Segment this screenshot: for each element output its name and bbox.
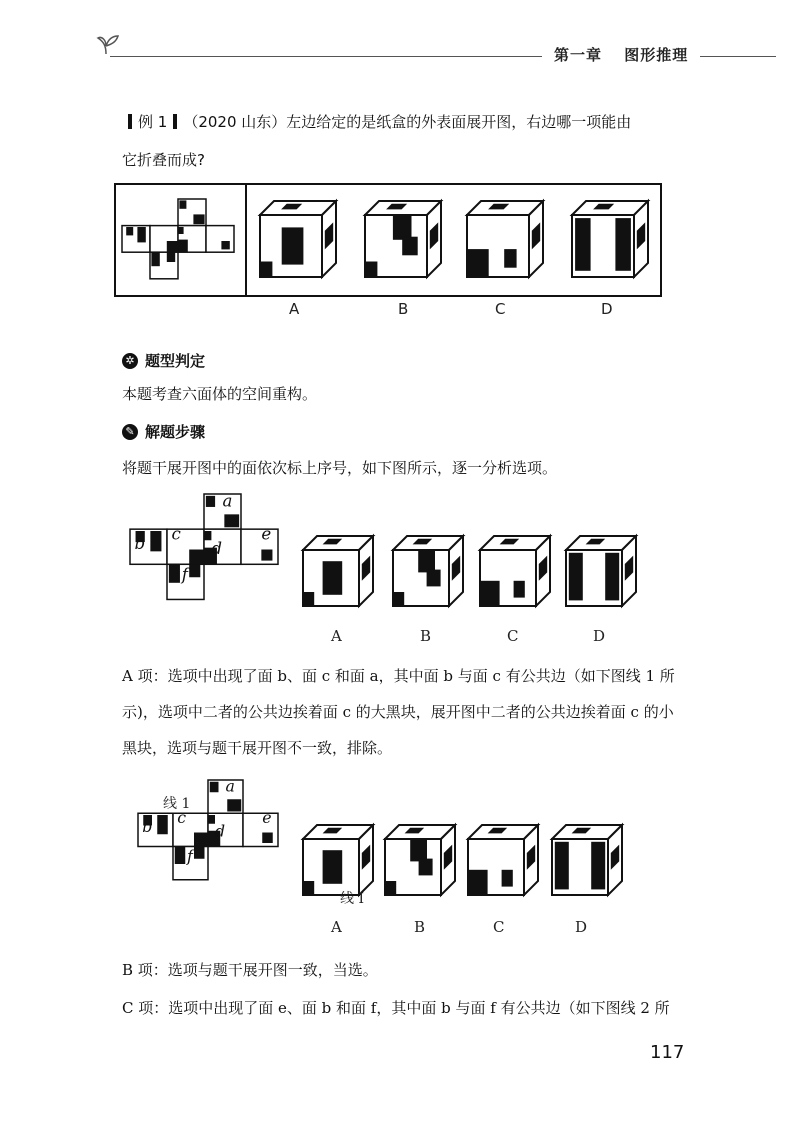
section-steps-text	[122, 450, 692, 486]
option-label-c-1: C	[495, 300, 506, 318]
example-line1: 左边给定的是纸盒的外表面展开图，右边哪一项能由	[286, 113, 632, 131]
analysis-b-text: B 项：选项与题干展开图一致，当选。	[122, 961, 378, 979]
section-steps-heading	[122, 421, 205, 442]
cube-black-block	[555, 842, 569, 890]
cube-black-block	[260, 262, 272, 278]
section-type-text	[122, 376, 692, 412]
net-black-block	[189, 564, 200, 577]
net-black-block	[261, 550, 272, 561]
cube-option-A	[303, 536, 373, 606]
net-label-d: d	[211, 538, 223, 558]
cube-black-block	[323, 561, 343, 595]
option-label-b-3: B	[414, 918, 426, 936]
cube-black-block	[591, 842, 605, 890]
bracket-right	[173, 114, 177, 129]
example-label: 例 1	[138, 113, 168, 131]
annotated-net-figure	[138, 776, 678, 900]
cube-black-block	[569, 553, 583, 601]
net-black-block	[175, 847, 186, 865]
cube-option-A	[260, 201, 336, 277]
option-label-d-2: D	[593, 627, 606, 645]
cube-black-block	[323, 850, 343, 884]
cube-black-block	[393, 215, 412, 240]
option-label-d-3: D	[575, 918, 588, 936]
net-black-block	[179, 200, 186, 208]
analysis-a-line2: 示)，选项中二者的公共边挨着面 c 的大黑块，展开图中二者的公共边挨着面 c 的小	[122, 703, 674, 721]
option-label-b-2: B	[420, 627, 432, 645]
net-label-a: a	[222, 491, 233, 511]
question-figure	[114, 183, 662, 299]
cube-black-block	[514, 581, 525, 598]
cube-option-B	[365, 201, 441, 277]
cube-black-block	[303, 592, 314, 606]
cube-option-C	[467, 201, 543, 277]
net-black-block	[227, 799, 241, 811]
cube-option-D	[572, 201, 648, 277]
net-black-block	[194, 833, 208, 847]
section-type-text-content: 本题考查六面体的空间重构。	[122, 385, 318, 403]
cube-option-D	[566, 536, 636, 606]
net-black-block	[169, 564, 180, 583]
option-label-a-1: A	[289, 300, 300, 318]
net-black-block	[262, 833, 273, 844]
cube-black-block	[605, 553, 619, 601]
section-type-heading	[122, 350, 205, 371]
net-black-block	[189, 550, 204, 565]
net-label-c: c	[177, 808, 187, 828]
cube-black-block	[575, 218, 591, 271]
analysis-a	[122, 658, 702, 766]
line-1-bottom-label: 线 I	[340, 891, 364, 907]
cube-black-block	[480, 581, 500, 606]
cube-option-C	[468, 825, 538, 895]
option-label-c-2: C	[507, 627, 519, 645]
sprout-logo	[92, 32, 122, 56]
cube-black-block	[468, 870, 488, 895]
analysis-c	[122, 990, 702, 1026]
cube-black-block	[282, 227, 304, 264]
net-black-block	[167, 241, 178, 252]
pen-icon: ✎	[122, 424, 138, 440]
option-label-d-1: D	[601, 300, 613, 318]
header-rule-right	[700, 56, 776, 57]
line-1-label: 线 1	[163, 796, 191, 812]
net-label-d: d	[215, 821, 226, 841]
header-rule-left	[110, 56, 542, 57]
analysis-b	[122, 952, 702, 988]
net-label-f: f	[187, 846, 193, 866]
cube-black-block	[418, 550, 435, 572]
cube-black-block	[419, 859, 433, 876]
option-label-b-1: B	[398, 300, 409, 318]
cube-option-D	[552, 825, 622, 895]
example-line2: 它折叠而成?	[122, 151, 205, 169]
bracket-left	[128, 114, 132, 129]
cube-black-block	[504, 249, 516, 268]
net-label-c: c	[171, 524, 181, 544]
chapter-heading	[554, 44, 704, 65]
net-black-block	[167, 252, 175, 262]
net-black-block	[157, 815, 168, 834]
cube-black-block	[615, 218, 631, 271]
net-face-b	[122, 226, 150, 253]
option-label-c-3: C	[493, 918, 505, 936]
cube-black-block	[410, 839, 427, 861]
net-black-block	[151, 252, 159, 266]
net-black-block	[137, 227, 145, 242]
section-steps-title: 解题步骤	[145, 423, 206, 441]
example-source: （2020 山东）	[183, 113, 287, 131]
net-black-block	[193, 214, 204, 224]
net-label-e: e	[261, 524, 272, 544]
cube-option-B	[393, 536, 463, 606]
net-label-e: e	[262, 808, 272, 828]
net-label-f: f	[181, 565, 188, 585]
gear-icon: ✲	[122, 353, 138, 369]
cube-black-block	[303, 881, 314, 895]
example-question	[122, 104, 692, 140]
net-black-block	[178, 240, 188, 253]
net-black-block	[126, 227, 133, 235]
cube-black-block	[365, 262, 377, 278]
net-label-b: b	[142, 817, 153, 837]
chapter-number: 第一章	[554, 46, 603, 64]
cube-black-block	[402, 237, 418, 256]
analysis-a-line1: A 项：选项中出现了面 b、面 c 和面 a，其中面 b 与面 c 有公共边（如下图线 1 所	[122, 667, 675, 685]
net-black-block	[178, 227, 184, 234]
labeled-net-figure	[130, 491, 670, 614]
net-label-b: b	[134, 534, 146, 554]
cube-black-block	[393, 592, 404, 606]
analysis-a-line3: 黑块，选项与题干展开图不一致，排除。	[122, 739, 393, 757]
cube-option-C	[480, 536, 550, 606]
net-black-block	[221, 241, 229, 249]
analysis-c-text: C 项：选项中出现了面 e、面 b 和面 f，其中面 b 与面 f 有公共边（如下图线 2 所	[122, 999, 670, 1017]
section-steps-text-content: 将题干展开图中的面依次标上序号，如下图所示，逐一分析选项。	[122, 459, 558, 477]
chapter-title: 图形推理	[624, 46, 689, 64]
cube-option-B	[385, 825, 455, 895]
net-black-block	[204, 531, 211, 540]
net-black-block	[208, 815, 215, 824]
net-label-a: a	[225, 776, 235, 796]
cube-black-block	[502, 870, 513, 887]
cube-black-block	[427, 570, 441, 587]
cube-black-block	[385, 881, 396, 895]
net-black-block	[210, 782, 219, 793]
option-label-a-2: A	[331, 627, 342, 645]
page-number: 117	[650, 1042, 685, 1063]
net-black-block	[206, 496, 215, 507]
cube-black-block	[467, 249, 489, 277]
net-black-block	[224, 514, 239, 527]
example-question-line2	[122, 142, 692, 178]
net-black-block	[150, 531, 161, 551]
option-label-a-3: A	[331, 918, 342, 936]
cube-option-A	[303, 825, 373, 895]
section-type-title: 题型判定	[145, 352, 206, 370]
net-black-block	[194, 847, 205, 859]
